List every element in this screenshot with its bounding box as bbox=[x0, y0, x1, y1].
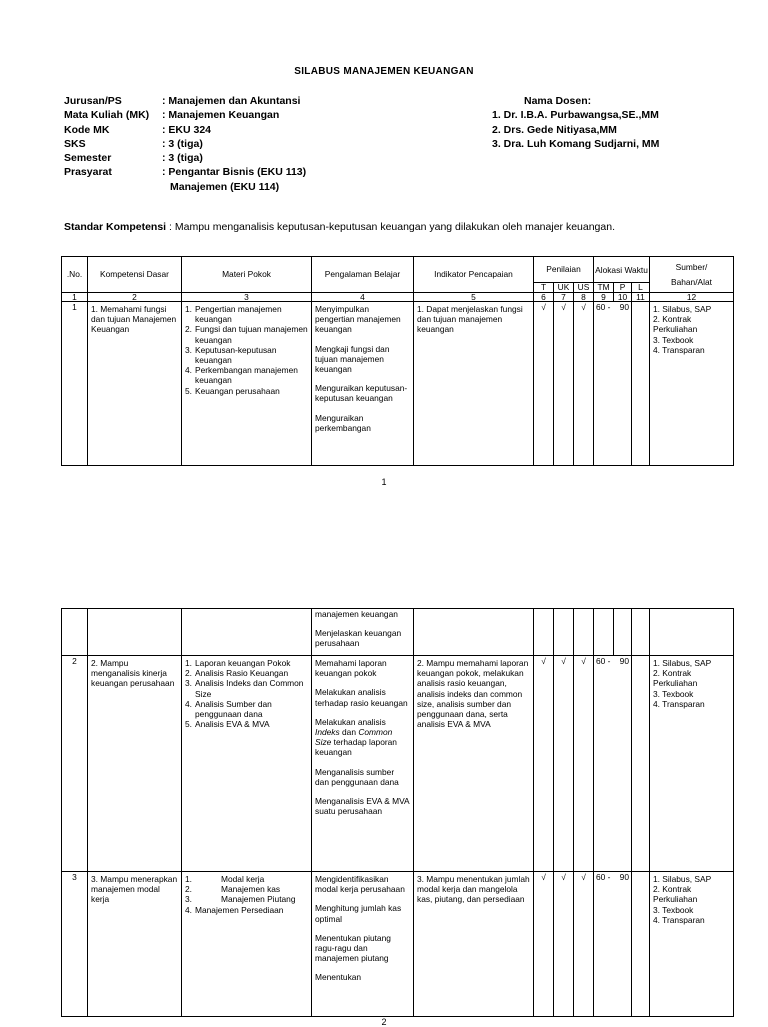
table-row bbox=[62, 302, 734, 466]
col-header-no: .No. bbox=[62, 257, 88, 293]
pengalaman-belajar: Memahami laporan keuangan pokok Melakukan analisis terhadap rasio keuangan Melakukan analisis Indeks dan Common Size terhadap laporan keuangan Menganalisis sumber dan penggunaan dana Menganalisis EVA & MVA suatu perusahaan bbox=[315, 658, 410, 817]
kompetensi-dasar: 2. Mampu menganalisis kinerja keuangan perusahaan bbox=[91, 658, 175, 689]
list-item: 1. Modal kerja bbox=[185, 874, 265, 884]
row-no: 2 bbox=[62, 656, 88, 872]
dosen-item: 3. Dra. Luh Komang Sudjarni, MM bbox=[492, 137, 660, 150]
kompetensi-dasar: 3. Mampu menerapkan manajemen modal kerja bbox=[91, 874, 178, 905]
col-header-kompetensi: Kompetensi Dasar bbox=[88, 257, 182, 293]
dosen-block bbox=[492, 94, 732, 151]
info-row-jurusan: Jurusan/PS : Manajemen dan Akuntansi bbox=[64, 95, 301, 107]
list-item: 4. Manajemen Persediaan bbox=[185, 904, 284, 915]
standar-text: : Mampu menganalisis keputusan-keputusan keuangan yang dilakukan oleh manajer keuangan. bbox=[166, 221, 615, 233]
check-uk: √ bbox=[554, 872, 574, 1017]
standar-label: Standar Kompetensi bbox=[64, 221, 167, 233]
check-us: √ bbox=[574, 656, 594, 872]
check-t: √ bbox=[534, 656, 554, 872]
list-item: 5. Analisis EVA & MVA bbox=[185, 719, 270, 730]
row-no: 3 bbox=[62, 872, 88, 1017]
info-row-kode: Kode MK : EKU 324 bbox=[64, 123, 212, 136]
alokasi-l bbox=[632, 656, 650, 872]
list-item: 2. Manajemen kas bbox=[185, 884, 281, 895]
materi-list bbox=[185, 874, 308, 915]
list-item: 2. Analisis Rasio Keuangan bbox=[185, 668, 289, 679]
col-sub-p: P bbox=[614, 283, 632, 293]
check-us: √ bbox=[574, 872, 594, 1017]
col-sub-uk: UK bbox=[554, 283, 574, 293]
indikator: 2. Mampu memahami laporan keuangan pokok, melakukan analisis rasio keuangan, analisis indeks dan common size, analisis sumber dan penggunaan dana, serta analisis EVA & MVA bbox=[417, 658, 529, 730]
col-sub-tm: TM bbox=[594, 283, 614, 293]
document-title: SILABUS MANAJEMEN KEUANGAN bbox=[294, 66, 474, 77]
page-number: 2 bbox=[381, 1017, 387, 1027]
col-header-penilaian: Penilaian bbox=[534, 257, 594, 283]
list-item: 1. Laporan keuangan Pokok bbox=[185, 658, 291, 668]
dosen-title: Nama Dosen: bbox=[524, 95, 592, 107]
list-item: 3. Manajemen Piutang bbox=[185, 894, 296, 905]
info-row-prasyarat: Prasyarat : Pengantar Bisnis (EKU 113) bbox=[64, 166, 307, 179]
alokasi-l bbox=[632, 302, 650, 466]
table-row bbox=[62, 656, 734, 872]
alokasi-tm-p: 60 - 90 bbox=[594, 656, 632, 872]
check-t: √ bbox=[534, 872, 554, 1017]
row-no: 1 bbox=[62, 302, 88, 466]
list-item: 4. Perkembangan manajemen keuangan bbox=[185, 365, 298, 386]
col-header-materi: Materi Pokok bbox=[182, 257, 312, 293]
col-sub-t: T bbox=[534, 283, 554, 293]
sumber-list: 1. Silabus, SAP 2. Kontrak Perkuliahan 3. Texbook 4. Transparan bbox=[653, 658, 712, 709]
table-row-continued bbox=[62, 609, 734, 656]
indikator: 3. Mampu menentukan jumlah modal kerja dan mangelola kas, piutang, dan persediaan bbox=[417, 874, 530, 905]
col-sub-us: US bbox=[574, 283, 594, 293]
sumber-list: 1. Silabus, SAP 2. Kontrak Perkuliahan 3. Texbook 4. Transparan bbox=[653, 874, 712, 925]
list-item: 2. Fungsi dan tujuan manajemen keuangan bbox=[185, 324, 308, 345]
table-row bbox=[62, 872, 734, 1017]
alokasi-tm-p: 60 - 90 bbox=[594, 302, 632, 466]
standar-kompetensi bbox=[64, 221, 615, 233]
list-item: 1. Pengertian manajemen keuangan bbox=[185, 304, 282, 325]
info-row-prasyarat-2: Manajemen (EKU 114) bbox=[170, 180, 280, 193]
dosen-item: 1. Dr. I.B.A. Purbawangsa,SE.,MM bbox=[492, 109, 659, 122]
list-item: 3. Keputusan-keputusan keuangan bbox=[185, 344, 277, 366]
column-number-row: 1 2 3 4 5 6 7 8 9 10 11 12 bbox=[62, 293, 734, 302]
list-item: 5. Keuangan perusahaan bbox=[185, 385, 280, 396]
alokasi-l bbox=[632, 872, 650, 1017]
check-us: √ bbox=[574, 302, 594, 466]
col-header-indikator: Indikator Pencapaian bbox=[414, 257, 534, 293]
check-t: √ bbox=[534, 302, 554, 466]
info-row-sks: SKS : 3 (tiga) bbox=[64, 137, 203, 150]
materi-list bbox=[185, 658, 308, 729]
info-row-semester: Semester : 3 (tiga) bbox=[64, 152, 203, 165]
col-header-sumber: Sumber/ Bahan/Alat bbox=[650, 257, 734, 293]
list-item: 4. Analisis Sumber dan penggunaan dana bbox=[185, 698, 272, 720]
indikator: 1. Dapat menjelaskan fungsi dan tujuan manajemen keuangan bbox=[417, 304, 523, 335]
dosen-item: 2. Drs. Gede Nitiyasa,MM bbox=[492, 123, 617, 136]
alokasi-tm-p: 60 - 90 bbox=[594, 872, 632, 1017]
sumber-list: 1. Silabus, SAP 2. Kontrak Perkuliahan 3. Texbook 4. Transparan bbox=[653, 304, 712, 355]
kompetensi-dasar: 1. Memahami fungsi dan tujuan Manajemen Keuangan bbox=[91, 304, 177, 335]
materi-list bbox=[185, 304, 308, 396]
list-item: 3. Analisis Indeks dan Common Size bbox=[185, 678, 304, 699]
check-uk: √ bbox=[554, 656, 574, 872]
syllabus-table-page-2 bbox=[61, 608, 734, 1017]
course-info bbox=[64, 94, 364, 194]
check-uk: √ bbox=[554, 302, 574, 466]
pengalaman-belajar: Menyimpulkan pengertian manajemen keuangan Mengkaji fungsi dan tujuan manajemen keuangan Menguraikan keputusan-keputusan keuangan Menguraikan perkembangan bbox=[315, 304, 408, 433]
page-number: 1 bbox=[381, 477, 387, 487]
col-sub-l: L bbox=[632, 283, 650, 293]
pengalaman-belajar: manajemen keuangan Menjelaskan keuangan perusahaan bbox=[315, 609, 402, 649]
col-header-pengalaman: Pengalaman Belajar bbox=[312, 257, 414, 293]
syllabus-table-page-1 bbox=[61, 256, 734, 466]
pengalaman-belajar: Mengidentifikasikan modal kerja perusahaan Menghitung jumlah kas optimal Menentukan piutang ragu-ragu dan manajemen piutang Menentukan bbox=[315, 874, 405, 983]
info-row-matakuliah: Mata Kuliah (MK) : Manajemen Keuangan bbox=[64, 109, 280, 122]
col-header-alokasi: Alokasi Waktu bbox=[594, 257, 650, 283]
